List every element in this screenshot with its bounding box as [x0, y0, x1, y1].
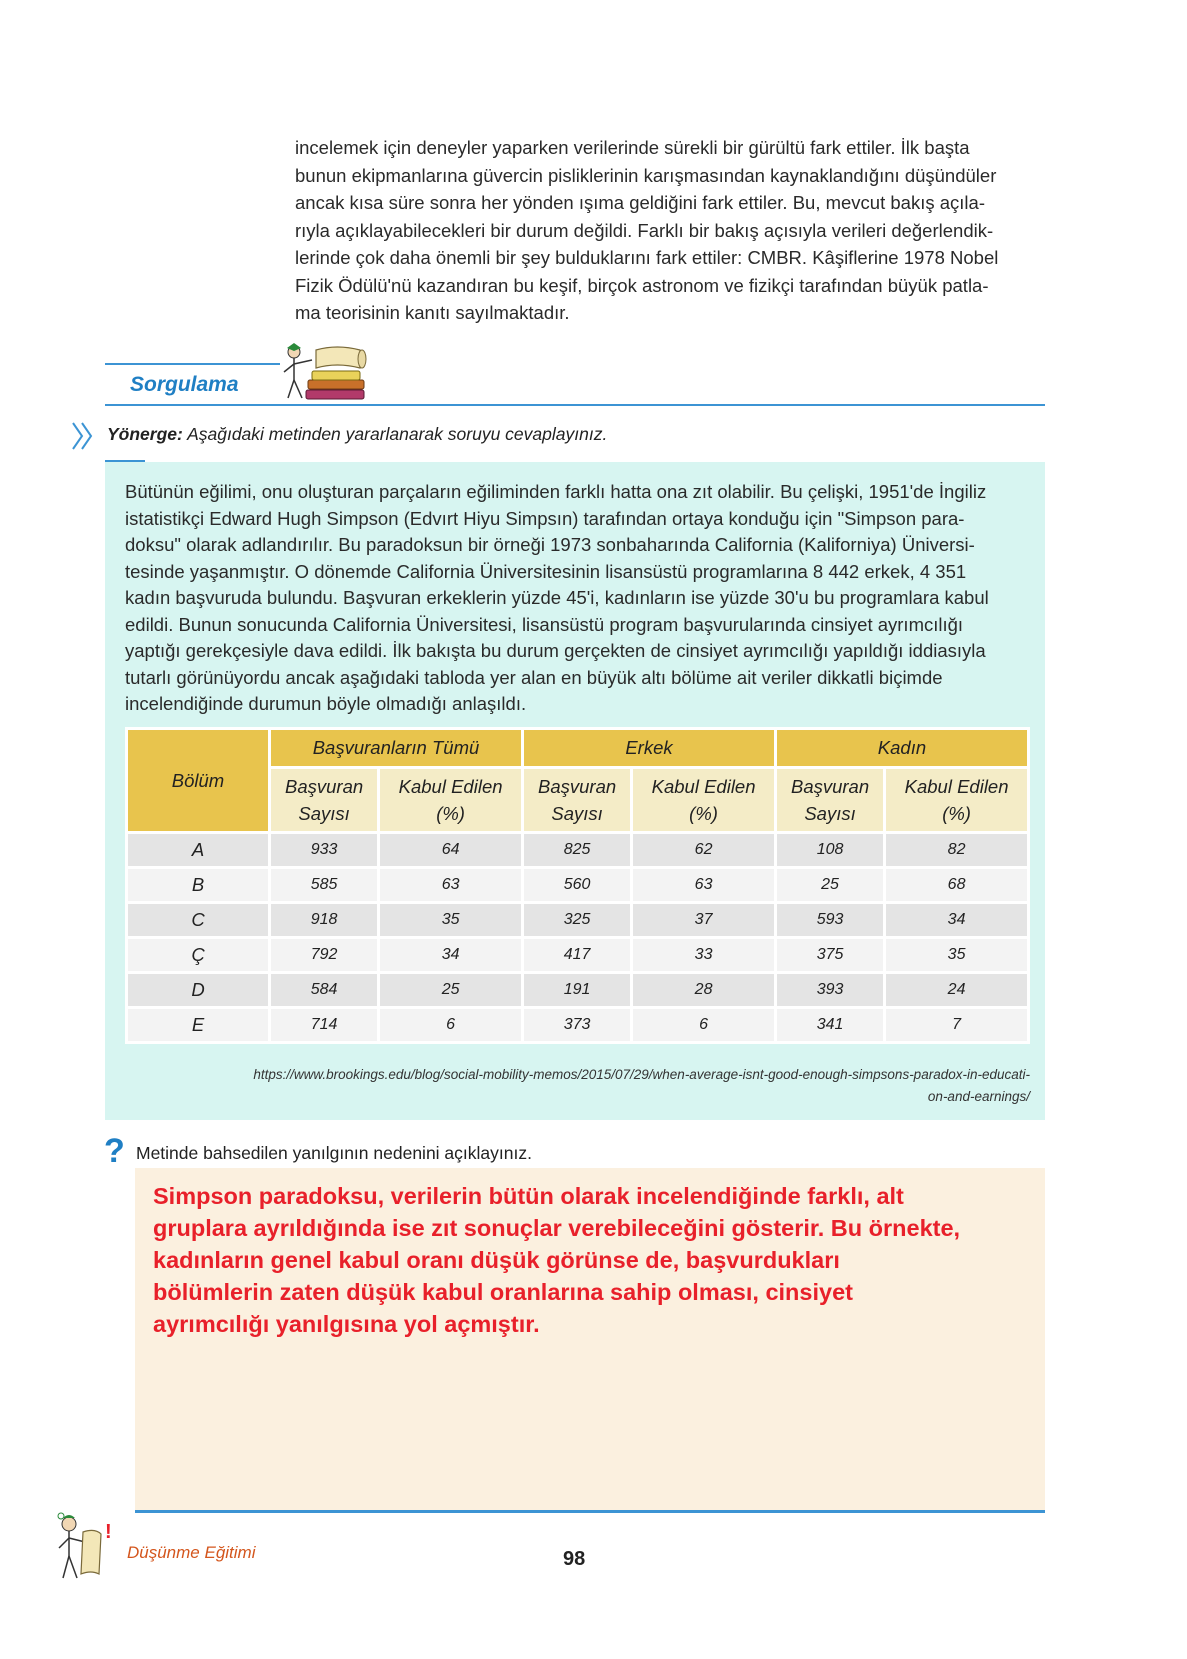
page-number: 98 — [563, 1548, 586, 1570]
cell-female-count: 25 — [775, 868, 884, 903]
cell-all-count: 918 — [270, 903, 379, 938]
passage-line: kadın başvuruda bulundu. Başvuran erkeklerin yüzde 45'i, kadınların ise yüzde 30'u bu programlara kabul — [125, 587, 989, 608]
cell-male-pct: 37 — [632, 903, 776, 938]
header-accepted-pct: Kabul Edilen (%) — [632, 768, 776, 833]
source-line: https://www.brookings.edu/blog/social-mobility-memos/2015/07/29/when-average-isnt-good-enough-simpsons-paradox-in-educati- — [253, 1067, 1030, 1082]
cell-all-count: 792 — [270, 938, 379, 973]
cell-male-pct: 62 — [632, 833, 776, 868]
cell-male-pct: 33 — [632, 938, 776, 973]
cell-all-pct: 35 — [379, 903, 523, 938]
cell-all-count: 584 — [270, 973, 379, 1008]
cell-male-count: 825 — [522, 833, 631, 868]
answer-line: gruplara ayrıldığında ise zıt sonuçlar verebileceğini gösterir. Bu örnekte, — [153, 1215, 961, 1241]
header-group-female: Kadın — [775, 729, 1028, 768]
intro-line: ancak kısa süre sonra her yönden ışıma geldiğini fark ettiler. Bu, mevcut bakış açıla- — [295, 192, 985, 213]
passage-line: yaptığı gerekçesiyle dava edildi. İlk bakışta bu durum gerçekten de cinsiyet ayrımcılığı yapıldığı iddiasıyla — [125, 640, 986, 661]
instruction-text: Aşağıdaki metinden yararlanarak soruyu cevaplayınız. — [187, 424, 608, 444]
header-accepted-pct: Kabul Edilen (%) — [885, 768, 1029, 833]
source-line: on-and-earnings/ — [927, 1089, 1030, 1104]
passage-box — [105, 462, 1045, 1120]
cell-male-count: 373 — [522, 1008, 631, 1043]
header-accepted-pct: Kabul Edilen (%) — [379, 768, 523, 833]
passage-line: Bütünün eğilimi, onu oluşturan parçaların eğiliminden farklı hatta ona zıt olabilir. Bu çelişki, 1951'de İngiliz — [125, 481, 987, 502]
cell-female-pct: 82 — [885, 833, 1029, 868]
passage-line: incelendiğinde durumun böyle olmadığı anlaşıldı. — [125, 693, 527, 714]
cell-all-count: 585 — [270, 868, 379, 903]
passage-line: istatistikçi Edward Hugh Simpson (Edvırt Hiyu Simpsın) tarafından ortaya konduğu için "Simpson para- — [125, 507, 965, 529]
header-group-all: Başvuranların Tümü — [270, 729, 523, 768]
books-figure-icon — [282, 340, 370, 402]
answer-box — [135, 1168, 1045, 1510]
cell-female-count: 393 — [775, 973, 884, 1008]
intro-line: rıyla açıklayabilecekleri bir durum değildi. Farklı bir bakış açısıyla verileri değerlendik- — [295, 219, 994, 241]
cell-all-pct: 25 — [379, 973, 523, 1008]
header-applicant-count: Başvuran Sayısı — [522, 768, 631, 833]
double-chevron-right-icon — [70, 420, 96, 452]
cell-bolum: Ç — [127, 938, 270, 973]
question-text: Metinde bahsedilen yanılgının nedenini açıklayınız. — [136, 1143, 532, 1163]
cell-female-pct: 68 — [885, 868, 1029, 903]
cell-bolum: E — [127, 1008, 270, 1043]
cell-bolum: D — [127, 973, 270, 1008]
source-citation — [150, 1064, 1030, 1108]
intro-line: ma teorisinin kanıtı sayılmaktadır. — [295, 302, 570, 323]
table-row — [127, 973, 1029, 1008]
footer-brand: Düşünme Eğitimi — [127, 1543, 256, 1562]
cell-male-count: 325 — [522, 903, 631, 938]
answer-line: Simpson paradoksu, verilerin bütün olarak incelendiğinde farklı, alt — [153, 1183, 904, 1209]
cell-all-count: 714 — [270, 1008, 379, 1043]
intro-line: incelemek için deneyler yaparken verilerinde sürekli bir gürültü fark ettiler. İlk başta — [295, 137, 970, 158]
header-bolum: Bölüm — [127, 729, 270, 833]
section-title: Sorgulama — [130, 373, 239, 396]
cell-all-pct: 6 — [379, 1008, 523, 1043]
passage-line: tutarlı görünüyordu ancak aşağıdaki tabloda yer alan en büyük altı bölüme ait veriler dikkatli biçimde — [125, 666, 943, 688]
header-applicant-count: Başvuran Sayısı — [270, 768, 379, 833]
table-row — [127, 1008, 1029, 1043]
cell-all-pct: 63 — [379, 868, 523, 903]
passage-line: doksu" olarak adlandırılır. Bu paradoksun bir örneği 1973 sonbaharında California (Kaliforniya) Üniversi- — [125, 534, 975, 555]
passage-line: edildi. Bunun sonucunda California Üniversitesi, lisansüstü program başvurularında cinsiyet ayrımcılığı — [125, 613, 964, 635]
intro-line: lerinde çok daha önemli bir şey bulduklarını fark ettiler: CMBR. Kâşiflerine 1978 Nobel — [295, 247, 999, 268]
header-applicant-count: Başvuran Sayısı — [775, 768, 884, 833]
cell-male-pct: 6 — [632, 1008, 776, 1043]
admissions-table — [125, 727, 1030, 1044]
cell-male-count: 191 — [522, 973, 631, 1008]
table-row — [127, 833, 1029, 868]
cell-bolum: B — [127, 868, 270, 903]
cell-female-count: 375 — [775, 938, 884, 973]
cell-female-pct: 35 — [885, 938, 1029, 973]
answer-line: kadınların genel kabul oranı düşük görünse de, başvurdukları — [153, 1247, 840, 1273]
answer-bottom-rule — [135, 1510, 1045, 1513]
thinker-figure-icon — [55, 1512, 121, 1584]
question-mark-icon: ? — [104, 1132, 125, 1170]
answer-text — [153, 1180, 1033, 1340]
cell-all-pct: 64 — [379, 833, 523, 868]
cell-female-count: 593 — [775, 903, 884, 938]
table-row — [127, 903, 1029, 938]
header-group-male: Erkek — [522, 729, 775, 768]
intro-line: Fizik Ödülü'nü kazandıran bu keşif, birçok astronom ve fizikçi tarafından büyük patla- — [295, 274, 989, 296]
answer-line: ayrımcılığı yanılgısına yol açmıştır. — [153, 1311, 540, 1337]
instruction-label: Yönerge: — [107, 424, 183, 444]
cell-bolum: A — [127, 833, 270, 868]
cell-male-pct: 28 — [632, 973, 776, 1008]
passage-line: tesinde yaşanmıştır. O dönemde California Üniversitesinin lisansüstü programlarına 8 442 erkek, 4 351 — [125, 560, 967, 582]
cell-all-pct: 34 — [379, 938, 523, 973]
cell-male-pct: 63 — [632, 868, 776, 903]
answer-line: bölümlerin zaten düşük kabul oranlarına sahip olması, cinsiyet — [153, 1279, 853, 1305]
cell-female-count: 341 — [775, 1008, 884, 1043]
cell-bolum: C — [127, 903, 270, 938]
cell-female-pct: 24 — [885, 973, 1029, 1008]
table-row — [127, 938, 1029, 973]
svg-text:!: ! — [105, 1521, 112, 1543]
section-top-rule — [105, 363, 280, 365]
table-row — [127, 868, 1029, 903]
passage-paragraph — [125, 479, 1030, 718]
cell-male-count: 560 — [522, 868, 631, 903]
intro-paragraph — [295, 134, 1045, 327]
cell-female-pct: 7 — [885, 1008, 1029, 1043]
cell-female-pct: 34 — [885, 903, 1029, 938]
cell-male-count: 417 — [522, 938, 631, 973]
instruction — [107, 424, 607, 445]
section-bottom-rule — [105, 404, 1045, 406]
intro-line: bunun ekipmanlarına güvercin pisliklerinin karışmasından kaynaklandığını düşündüler — [295, 164, 997, 186]
cell-all-count: 933 — [270, 833, 379, 868]
cell-female-count: 108 — [775, 833, 884, 868]
